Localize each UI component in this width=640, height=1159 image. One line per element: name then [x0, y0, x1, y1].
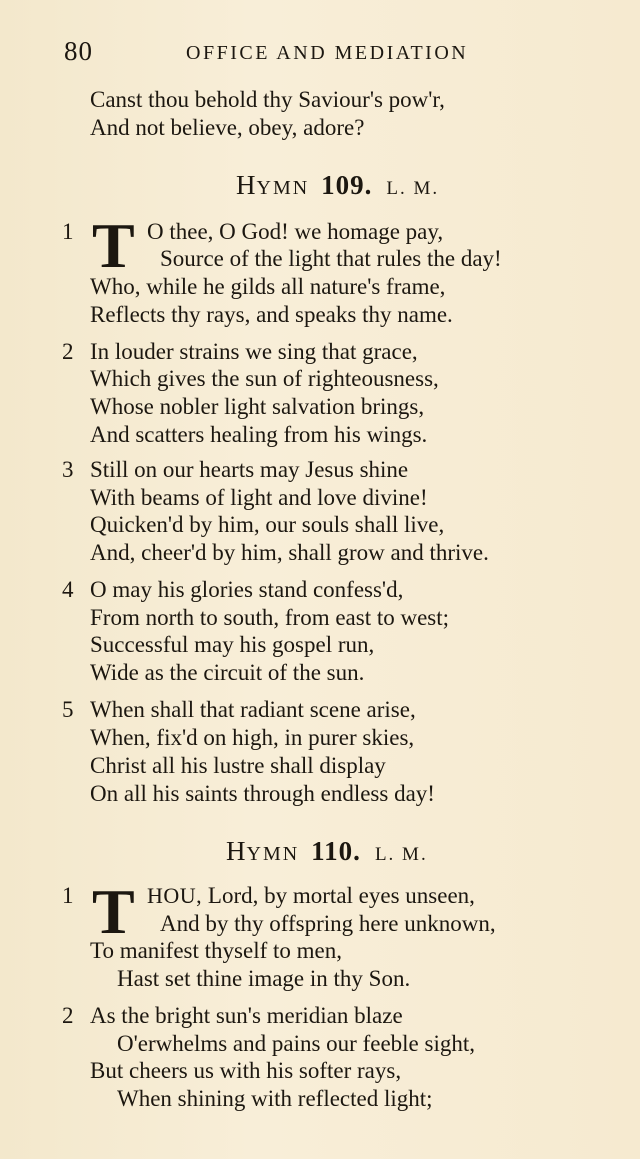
verse-number: 1: [62, 219, 74, 244]
verse-line: On all his saints through endless day!: [90, 781, 435, 806]
page-header: [64, 36, 584, 72]
verse-line: And, cheer'd by him, shall grow and thrive.: [90, 540, 489, 565]
verse-line: Successful may his gospel run,: [90, 632, 375, 657]
verse-number: 4: [62, 577, 74, 602]
verse-line: Christ all his lustre shall display: [90, 753, 386, 778]
hymn-title-rest: YMN: [246, 843, 300, 865]
verse-line: O may his glories stand confess'd,: [90, 577, 404, 602]
hymn-109-title: [236, 170, 439, 201]
verse-first-word: HOU,: [147, 883, 203, 908]
hymn-110-title: [226, 836, 428, 867]
verse-line: Whose nobler light salvation brings,: [90, 394, 425, 419]
verse-line: As the bright sun's meridian blaze: [90, 1003, 403, 1028]
drop-cap: T: [92, 876, 135, 947]
hymn-title-initial: H: [236, 170, 257, 200]
drop-cap: T: [92, 210, 135, 281]
hymn-title-initial: H: [226, 836, 247, 866]
verse-line: Quicken'd by him, our souls shall live,: [90, 512, 445, 537]
intro-line: And not believe, obey, adore?: [90, 115, 365, 140]
hymn-number: 110.: [311, 836, 361, 866]
verse-number: 2: [62, 1003, 74, 1028]
verse-number: 3: [62, 457, 74, 482]
hymn-title-rest: YMN: [256, 177, 310, 199]
verse-line: When shall that radiant scene arise,: [90, 697, 416, 722]
hymn-meter: L. M.: [374, 844, 428, 865]
verse-line: And by thy offspring here unknown,: [160, 911, 496, 936]
verse-line: Which gives the sun of righteousness,: [90, 366, 439, 391]
verse-line: Who, while he gilds all nature's frame,: [90, 274, 446, 299]
verse-number: 2: [62, 339, 74, 364]
verse-line: From north to south, from east to west;: [90, 605, 450, 630]
running-head: OFFICE AND MEDIATION: [186, 42, 469, 64]
page-number: 80: [64, 36, 93, 66]
verse-line: In louder strains we sing that grace,: [90, 339, 418, 364]
verse-line: [147, 882, 475, 910]
verse-line: Still on our hearts may Jesus shine: [90, 457, 409, 482]
verse-line: But cheers us with his softer rays,: [90, 1058, 402, 1083]
verse-number: 5: [62, 697, 74, 722]
verse-line: When shining with reflected light;: [117, 1086, 433, 1111]
verse-line: Hast set thine image in thy Son.: [117, 966, 411, 991]
verse-line: O'erwhelms and pains our feeble sight,: [117, 1031, 475, 1056]
verse-line: When, fix'd on high, in purer skies,: [90, 725, 415, 750]
verse-line: O thee, O God! we homage pay,: [147, 219, 444, 244]
verse-line: With beams of light and love divine!: [90, 485, 428, 510]
verse-line: Source of the light that rules the day!: [160, 246, 502, 271]
verse-line-text: Lord, by mortal eyes unseen,: [207, 883, 475, 908]
verse-line: Reflects thy rays, and speaks thy name.: [90, 302, 453, 327]
verse-line: Wide as the circuit of the sun.: [90, 660, 365, 685]
hymn-meter: L. M.: [386, 178, 440, 199]
verse-line: And scatters healing from his wings.: [90, 422, 428, 447]
verse-line: To manifest thyself to men,: [90, 938, 342, 963]
intro-line: Canst thou behold thy Saviour's pow'r,: [90, 87, 445, 112]
verse-number: 1: [62, 883, 74, 908]
hymn-number: 109.: [321, 170, 373, 200]
